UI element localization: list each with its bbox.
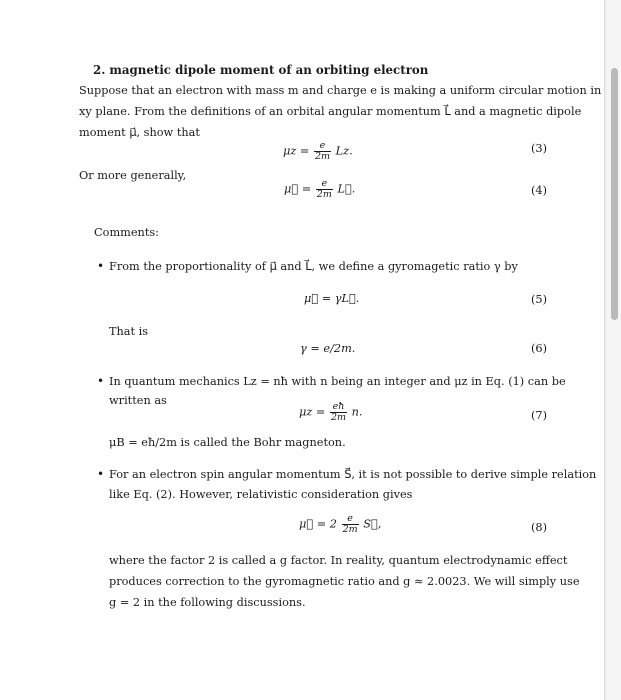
eq7-fraction [330,402,347,423]
intro-line-2: xy plane. From the definitions of an orbital angular momentum L⃗ and a magnetic dipole [79,105,582,118]
intro-line-3: moment μ⃗, show that [79,126,200,139]
eq3-denominator: 2m [314,151,331,162]
bullet-3-line-4: produces correction to the gyromagnetic ratio and g ≈ 2.0023. We will simply use [109,575,580,588]
or-generally: Or more generally, [79,169,187,182]
eq3-numerator: e [314,141,331,152]
eq8-rhs: S⃗, [363,517,382,531]
eq8-denominator: 2m [342,524,358,535]
eq8-fraction [342,514,359,535]
eq3-fraction [314,141,331,162]
bohr-magneton-line: μB = eħ/2m is called the Bohr magneton. [109,436,346,449]
that-is: That is [109,325,149,338]
equation-5: μ⃗ = γL⃗. [304,292,360,305]
bullet-3-line-1: For an electron spin angular momentum S⃗, it is not possible to derive simple relation [109,468,597,481]
eq3-lhs: μz = [283,144,310,158]
equation-3 [283,141,353,162]
eq8-numerator: e [342,514,359,525]
eq4-fraction [316,179,333,200]
bullet-2-line-1: In quantum mechanics Lz = nħ with n being an integer and μz in Eq. (1) can be [109,375,566,388]
bullet-3-marker: • [97,467,105,481]
section-title: 2. magnetic dipole moment of an orbiting electron [93,63,429,77]
bullet-3-line-5: g = 2 in the following discussions. [109,596,306,609]
bullet-1-text: From the proportionality of μ⃗ and L⃗, we define a gyromagetic ratio γ by [109,260,518,273]
eq7-numerator: eħ [330,402,347,413]
eq7-denominator: 2m [330,412,347,423]
vertical-scrollbar[interactable] [607,0,621,700]
eq3-rhs: Lz. [335,144,353,158]
bullet-2-line-2: written as [109,394,167,407]
eq5-number: (5) [531,293,548,306]
eq8-lhs: μ⃗ = 2 [299,517,337,531]
eq3-number: (3) [531,142,548,155]
eq4-number: (4) [531,184,548,197]
eq4-rhs: L⃗. [337,182,356,196]
bullet-3-line-3: where the factor 2 is called a g factor. In reality, quantum electrodynamic effect [109,554,568,567]
equation-4 [284,179,355,200]
intro-line-1: Suppose that an electron with mass m and charge e is making a uniform circular motion in [79,84,602,97]
comments-label: Comments: [94,226,159,239]
eq7-number: (7) [531,409,548,422]
eq4-numerator: e [316,179,333,190]
bullet-3-line-2: like Eq. (2). However, relativistic consideration gives [109,488,413,501]
eq6-number: (6) [531,342,548,355]
eq7-lhs: μz = [299,405,326,419]
equation-7 [299,402,362,423]
eq8-number: (8) [531,521,548,534]
bullet-1-marker: • [97,259,105,273]
eq7-rhs: n. [351,405,363,419]
scrollbar-thumb[interactable] [611,68,618,320]
bullet-2-marker: • [97,374,105,388]
equation-6: γ = e/2m. [300,342,356,355]
eq4-lhs: μ⃗ = [284,182,312,196]
equation-8 [299,514,381,535]
eq4-denominator: 2m [316,189,332,200]
